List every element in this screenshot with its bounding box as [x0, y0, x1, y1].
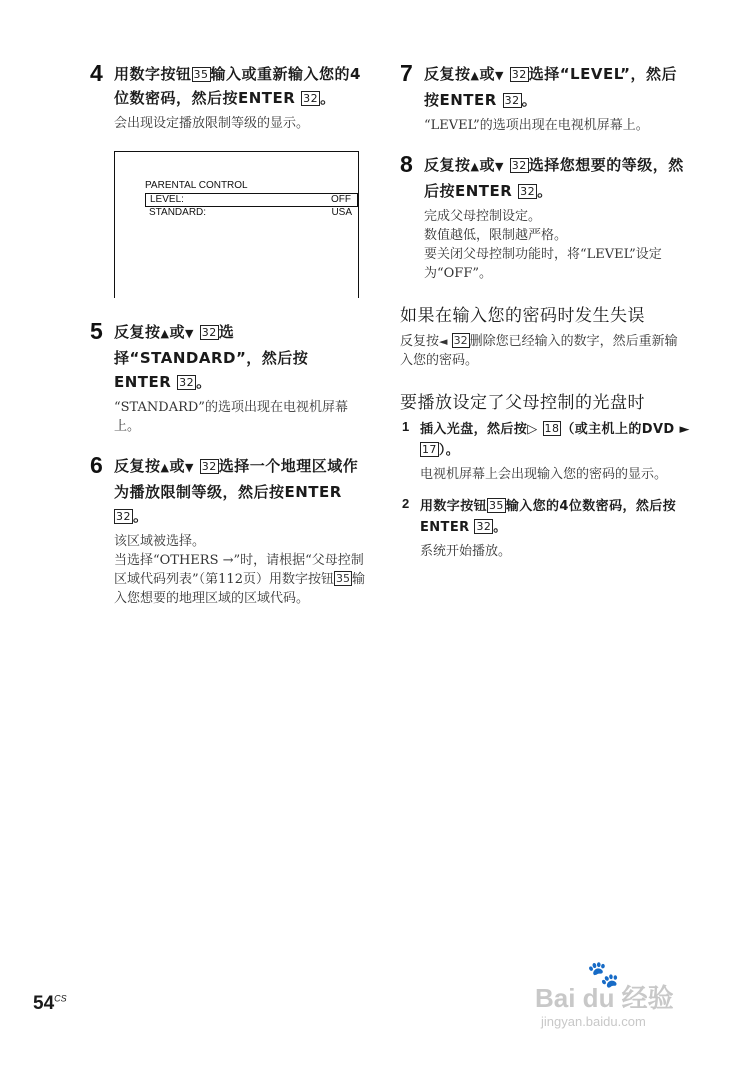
step-title	[114, 454, 365, 528]
forgot-body	[400, 332, 690, 370]
text: 反复按	[424, 156, 471, 174]
button-ref: 32	[201, 460, 217, 473]
right-column	[400, 62, 690, 573]
play-icon: ▷	[527, 422, 538, 437]
step-body: 电视机屏幕上会出现输入您的密码的显示。	[420, 467, 668, 482]
text: 或	[169, 323, 185, 341]
watermark-url: jingyan.baidu.com	[541, 1014, 646, 1029]
text: 反复按	[424, 65, 471, 83]
step-8	[400, 153, 690, 283]
text: 用数字按钮	[114, 65, 192, 83]
text: CS	[54, 993, 67, 1004]
text: 删除您已经输入的数字，然后重新输入您的密码。	[400, 334, 678, 368]
text: 。	[320, 89, 336, 107]
button-ref: 17	[422, 443, 437, 456]
screen-row-level	[145, 193, 358, 207]
up-arrow-icon: ▲	[160, 327, 170, 340]
text: 该区域被选择。	[114, 534, 206, 549]
text: 选择“LEVEL”，然后按ENTER	[424, 65, 678, 109]
button-ref: 32	[504, 94, 520, 107]
step-7	[400, 62, 690, 135]
step-number: 1	[402, 419, 410, 434]
text: 或	[479, 65, 495, 83]
text: ）。	[438, 443, 460, 458]
text: 54	[33, 993, 55, 1014]
button-ref: 32	[303, 92, 319, 105]
step-5	[90, 320, 365, 436]
button-ref: 32	[476, 520, 492, 533]
section-heading-play: 要播放设定了父母控制的光盘时	[400, 393, 645, 413]
step-number: 8	[400, 151, 413, 177]
text: 输入您想要的地理区域的区域代码。	[114, 572, 365, 606]
step-6	[90, 454, 365, 608]
step-body: 完成父母控制设定。 数值越低，限制越严格。 要关闭父母控制功能时，将“LEVEL”设定为“OFF”。	[424, 209, 662, 281]
text: 。	[196, 373, 212, 391]
step-number: 6	[90, 452, 103, 478]
button-ref: 32	[453, 334, 468, 347]
left-arrow-icon: ◄	[439, 335, 448, 348]
button-ref: 35	[489, 499, 504, 512]
watermark	[535, 960, 735, 1035]
text: 或	[479, 156, 495, 174]
button-ref: 32	[511, 68, 527, 81]
screen-title: PARENTAL CONTROL	[145, 180, 248, 191]
step-4	[90, 62, 365, 133]
page-number	[33, 993, 67, 1015]
step-title	[114, 320, 365, 394]
step-number: 4	[90, 60, 103, 86]
step-number: 2	[402, 496, 410, 511]
step-number: 7	[400, 60, 413, 86]
text: 反复按	[114, 323, 161, 341]
button-ref: 35	[193, 68, 209, 81]
text: 。	[521, 91, 538, 109]
text: 选择您想要的等级，然后按ENTER	[424, 156, 684, 200]
up-arrow-icon: ▲	[160, 461, 170, 474]
step-body: 系统开始播放。	[420, 544, 512, 559]
text: 反复按	[400, 334, 440, 349]
down-arrow-icon: ▼	[185, 327, 194, 340]
step-body: 会出现设定播放限制等级的显示。	[114, 116, 310, 131]
text: 或	[169, 457, 185, 475]
button-ref: 32	[201, 326, 217, 339]
play-step-1	[400, 419, 690, 484]
button-ref: 32	[179, 376, 195, 389]
text: 。	[537, 182, 553, 200]
step-number: 5	[90, 318, 103, 344]
screen-row-standard	[145, 207, 358, 219]
step-title	[420, 496, 690, 538]
text: 输入或重新输入您的4位数密码，然后按ENTER	[114, 65, 361, 107]
step-title	[424, 153, 690, 203]
watermark-logo: Bai du 经验	[535, 983, 674, 1013]
step-title	[420, 419, 690, 461]
step-body: “STANDARD”的选项出现在电视机屏幕上。	[114, 400, 348, 434]
text: 选择“STANDARD”，然后按ENTER	[114, 323, 309, 391]
button-ref: 32	[116, 510, 131, 523]
paw-icon: 🐾	[587, 960, 620, 990]
play-step-2	[400, 496, 690, 561]
text: （或主机上的DVD	[561, 422, 675, 437]
text: 反复按	[114, 457, 161, 475]
button-ref: 32	[511, 159, 527, 172]
up-arrow-icon: ▲	[470, 160, 480, 173]
button-ref: 35	[335, 572, 350, 585]
step-title	[424, 62, 690, 112]
play-icon: ►	[679, 422, 690, 437]
text: 。	[133, 507, 149, 525]
button-ref: 32	[520, 185, 536, 198]
text: 插入光盘，然后按	[420, 422, 528, 437]
text: 用数字按钮	[420, 499, 488, 514]
text: 输入您的4位数密码，然后按ENTER	[420, 499, 677, 535]
step-body: “LEVEL”的选项出现在电视机屏幕上。	[424, 118, 649, 133]
section-heading-forgot: 如果在输入您的密码时发生失误	[400, 306, 645, 326]
tv-screen-display	[114, 151, 359, 298]
step-body	[114, 532, 365, 608]
row-label: STANDARD:	[149, 207, 207, 218]
up-arrow-icon: ▲	[470, 69, 480, 82]
row-label: LEVEL:	[150, 194, 184, 205]
down-arrow-icon: ▼	[495, 69, 504, 82]
down-arrow-icon: ▼	[495, 160, 504, 173]
left-column	[90, 62, 365, 626]
step-title	[114, 62, 365, 110]
text: 当选择“OTHERS →”时，请根据“父母控制区域代码列表”（第112页）用数字按钮	[114, 553, 364, 587]
row-value: OFF	[331, 194, 351, 205]
down-arrow-icon: ▼	[185, 461, 194, 474]
row-value: USA	[331, 207, 352, 218]
button-ref: 18	[544, 422, 560, 435]
text: 选择一个地理区域作为播放限制等级，然后按ENTER	[114, 457, 359, 501]
text: 。	[493, 520, 507, 535]
